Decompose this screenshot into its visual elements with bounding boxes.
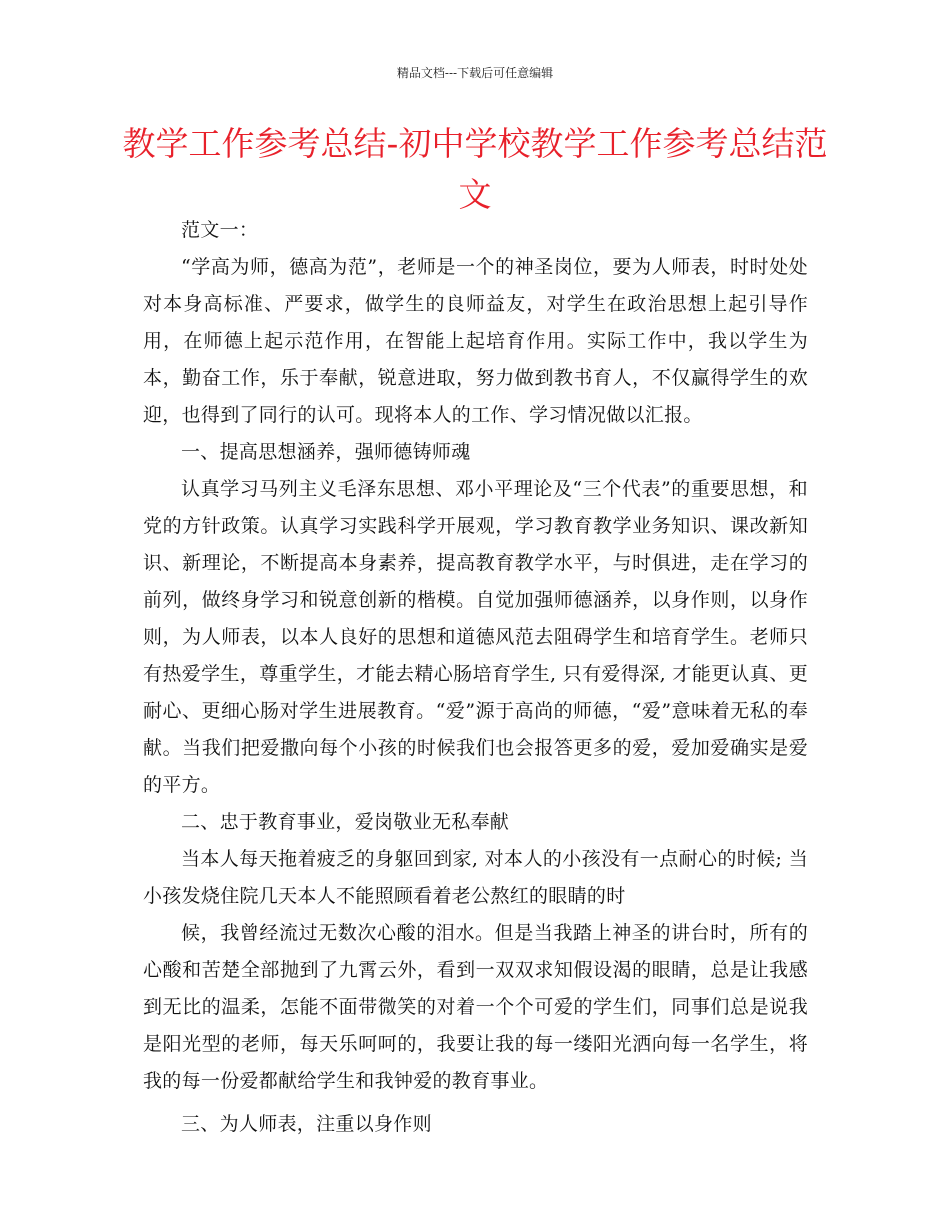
section-heading-1: 一、提高思想涵养，强师德铸师魂: [181, 441, 471, 463]
document-title: 教学工作参考总结-初中学校教学工作参考总结范文: [122, 124, 828, 214]
paragraph-section-2-part-2: 候，我曾经流过无数次心酸的泪水。但是当我踏上神圣的讲台时，所有的心酸和苦楚全部抛到了九霄云外，看到一双双求知假设渴的眼睛，总是让我感到无比的温柔，怎能不面带微笑的对着一个个可爱的学生们，同事们总是说我是阳光型的老师，每天乐呵呵的，我要让我的每一缕阳光洒向每一名学生，将我的每一份爱都献给学生和我钟爱的教育事业。: [143, 922, 808, 1092]
paragraph-sample-label: 范文一：: [181, 219, 259, 241]
paragraph-section-1: 认真学习马列主义毛泽东思想、邓小平理论及“三个代表”的重要思想，和党的方针政策。认真学习实践科学开展观，学习教育教学业务知识、课改新知识、新理论，不断提高本身素养，提高教育教学水平，与时俱进，走在学习的前列，做终身学习和锐意创新的楷模。自觉加强师德涵养，以身作则，以身作则，为人师表，以本人良好的思想和道德风范去阻碍学生和培育学生。老师只有热爱学生，尊重学生，才能去精心肠培育学生, 只有爱得深, 才能更认真、更耐心、更细心肠对学生进展教育。“爱”源于高尚的师德，“爱”意味着无私的奉献。当我们把爱撒向每个小孩的时候我们也会报答更多的爱，爱加爱确实是爱的平方。: [143, 478, 808, 796]
section-heading-3: 三、为人师表，注重以身作则: [181, 1113, 432, 1135]
paragraph-section-2-part-1: 当本人每天拖着疲乏的身躯回到家, 对本人的小孩没有一点耐心的时候; 当小孩发烧住院几天本人不能照顾看着老公熬红的眼睛的时: [143, 848, 808, 907]
document-header-note: 精品文档---下载后可任意编辑: [396, 66, 554, 80]
section-heading-2: 二、忠于教育事业，爱岗敬业无私奉献: [181, 811, 510, 833]
document-body: [143, 212, 808, 1143]
paragraph-intro: “学高为师，德高为范”，老师是一个的神圣岗位，要为人师表，时时处处对本身高标准、严要求，做学生的良师益友，对学生在政治思想上起引导作用，在师德上起示范作用，在智能上起培育作用。实际工作中，我以学生为本，勤奋工作，乐于奉献，锐意进取，努力做到教书育人，不仅赢得学生的欢迎，也得到了同行的认可。现将本人的工作、学习情况做以汇报。: [143, 256, 808, 426]
